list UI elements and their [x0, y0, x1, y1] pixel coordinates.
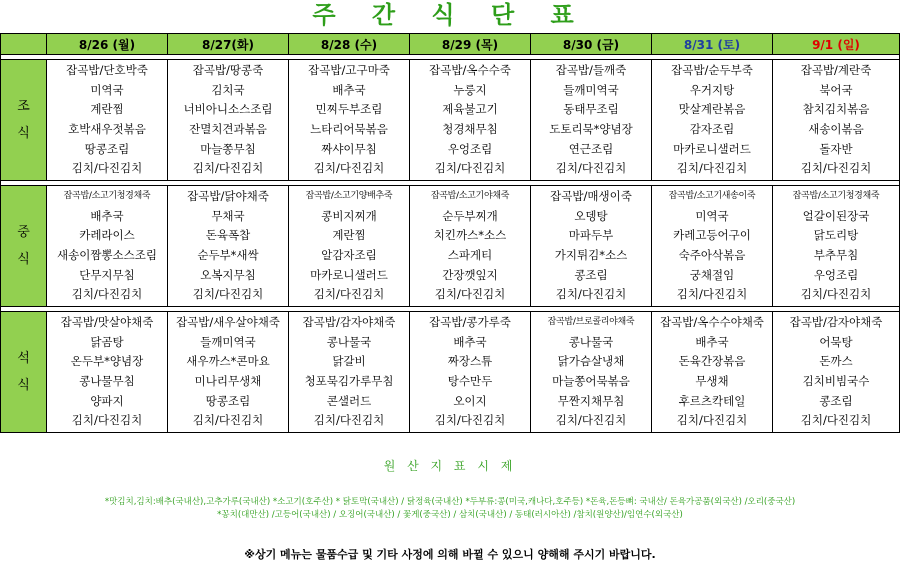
menu-item: 후르츠칵테일: [678, 393, 746, 408]
menu-item: 김치/다진김치: [192, 287, 264, 302]
meal-label-breakfast: 조 식: [1, 60, 47, 181]
menu-item: 잡곡밥/소고기야채죽: [430, 191, 510, 202]
menu-item: 잡곡밥/땅콩죽: [192, 63, 264, 78]
menu-item: 제육불고기: [442, 102, 498, 117]
menu-item: 김치/다진김치: [676, 161, 748, 176]
menu-item: 미역국: [90, 82, 124, 97]
origin-section-title: 원 산 지 표 시 제: [383, 459, 517, 473]
menu-item: 잡곡밥/맛살야채죽: [60, 315, 154, 330]
menu-item: 김치/다진김치: [71, 413, 143, 428]
menu-item: 무짠지채무침: [557, 393, 625, 408]
menu-item: 잡곡밥/브로콜리야채죽: [547, 317, 635, 328]
menu-item: 콩조림: [574, 267, 608, 282]
menu-item: 콩조림: [819, 393, 853, 408]
menu-item: 잡곡밥/소고기새송이죽: [668, 191, 756, 202]
menu-item: 잡곡밥/옥수수야채죽: [660, 315, 764, 330]
menu-item: 도토리묵*양념장: [549, 122, 633, 136]
menu-item: 계란찜: [90, 102, 124, 117]
menu-cell: [652, 60, 773, 181]
menu-item: 호박새우젓볶음: [68, 122, 146, 136]
menu-item: 콩나물국: [568, 334, 614, 349]
menu-item: 잡곡밥/순두부죽: [671, 63, 753, 78]
origin-line: *맛김치,김치:배추(국내산),고추가루(국내산) *소고기(호주산) * 닭토막(국내산) / 닭정육(국내산) *두부류:콩(미국,캐나다,호주등) *돈육,돈등뼈: 국내산/ 돈육가공품(외국산) /오리(중국산): [104, 497, 796, 507]
menu-cell: [168, 312, 289, 433]
menu-item: 잡곡밥/감자야채죽: [789, 315, 883, 330]
menu-item: 마파두부: [568, 228, 614, 243]
menu-item: 맛살계란볶음: [678, 102, 746, 117]
menu-item: 김치/다진김치: [313, 161, 385, 176]
meal-label-lunch: 중 식: [1, 186, 47, 307]
menu-item: 북어국: [819, 82, 853, 97]
menu-item: 배추국: [90, 208, 124, 223]
menu-item: 김치/다진김치: [434, 413, 506, 428]
menu-item: 마늘쫑무침: [200, 141, 256, 156]
menu-item: 단무지무침: [79, 267, 135, 282]
weekly-menu-table: [0, 33, 900, 433]
menu-item: 숙주아삭볶음: [678, 248, 746, 262]
menu-item: 청포묵김가루무침: [304, 374, 394, 388]
menu-item: 김치/다진김치: [555, 161, 627, 176]
menu-item: 김치/다진김치: [192, 161, 264, 176]
menu-item: 닭도리탕: [813, 228, 859, 243]
page-title: 주 간 식 단 표: [312, 1, 588, 29]
menu-item: 우엉조림: [447, 141, 493, 156]
menu-item: 새송이볶음: [808, 122, 864, 136]
day-header: 8/28 (수): [289, 34, 410, 55]
menu-item: 마카로니샐러드: [673, 141, 751, 156]
notice-text: ※상기 메뉴는 물품수급 및 기타 사정에 의해 바뀔 수 있으니 양해해 주시기 바랍니다.: [244, 548, 656, 561]
menu-item: 김치/다진김치: [800, 287, 872, 302]
menu-item: 김치/다진김치: [555, 287, 627, 302]
menu-item: 잡곡밥/계란죽: [800, 63, 872, 78]
menu-item: 콩나물무침: [79, 374, 135, 388]
menu-item: 땅콩조림: [84, 141, 130, 156]
menu-item: 오뎅탕: [574, 208, 608, 223]
menu-item: 순두부*새싹: [197, 248, 259, 262]
menu-item: 잡곡밥/단호박죽: [66, 63, 148, 78]
menu-item: 김치/다진김치: [434, 161, 506, 176]
menu-item: 누룽지: [453, 82, 487, 97]
menu-cell: [47, 60, 168, 181]
menu-item: 간장깻잎지: [442, 267, 498, 282]
day-header: 8/30 (금): [531, 34, 652, 55]
menu-item: 짜장스튜: [447, 354, 493, 369]
menu-item: 닭가슴살냉채: [557, 354, 625, 369]
menu-item: 잡곡밥/소고기청경채죽: [792, 191, 880, 202]
menu-item: 어묵탕: [819, 334, 853, 349]
lunch-row: [1, 186, 900, 307]
menu-item: 김치/다진김치: [555, 413, 627, 428]
menu-item: 온두부*양념장: [70, 354, 144, 369]
menu-item: 동태무조림: [563, 102, 619, 117]
menu-item: 감자조림: [689, 122, 735, 136]
menu-cell: [773, 186, 900, 307]
menu-item: 김치/다진김치: [313, 287, 385, 302]
origin-line: *꽁치(대만산) /고등어(국내산) / 오징어(국내산) / 꽃게(중국산) / 삼치(국내산) / 동태(러시아산) /참치(원양산)/임연수(외국산): [217, 510, 683, 520]
menu-cell: [47, 312, 168, 433]
menu-item: 잡곡밥/닭야채죽: [187, 189, 269, 204]
menu-item: 참치김치볶음: [802, 102, 870, 117]
menu-item: 돈육폭찹: [205, 228, 251, 243]
menu-item: 잡곡밥/고구마죽: [308, 63, 390, 78]
menu-item: 김치/다진김치: [800, 161, 872, 176]
day-header: 8/29 (목): [410, 34, 531, 55]
day-header-row: [1, 34, 900, 55]
menu-cell: [410, 186, 531, 307]
menu-cell: [168, 186, 289, 307]
menu-item: 카레라이스: [79, 228, 135, 243]
day-header-saturday: 8/31 (토): [652, 34, 773, 55]
menu-item: 가지튀김*소스: [554, 248, 628, 262]
menu-item: 미나리무생채: [194, 374, 262, 388]
menu-item: 콩비지찌개: [321, 208, 377, 223]
menu-cell: [168, 60, 289, 181]
menu-item: 잡곡밥/들깨죽: [555, 63, 627, 78]
menu-item: 김치/다진김치: [434, 287, 506, 302]
menu-item: 순두부찌개: [442, 208, 498, 223]
menu-item: 잡곡밥/소고기청경채죽: [63, 191, 151, 202]
menu-item: 마카로니샐러드: [310, 267, 388, 282]
menu-item: 궁채절임: [689, 267, 735, 282]
menu-item: 김치/다진김치: [800, 413, 872, 428]
menu-item: 잡곡밥/매생이죽: [550, 189, 632, 204]
menu-item: 느타리어묵볶음: [310, 122, 388, 136]
menu-item: 돈육간장볶음: [678, 354, 746, 369]
menu-cell: [289, 60, 410, 181]
menu-cell: [47, 186, 168, 307]
menu-item: 알감자조림: [321, 248, 377, 262]
day-header-sunday: 9/1 (일): [773, 34, 900, 55]
menu-item: 돌자반: [819, 141, 853, 156]
menu-cell: [531, 186, 652, 307]
menu-item: 닭갈비: [332, 354, 366, 369]
menu-item: 스파게티: [447, 248, 493, 262]
header-corner: [1, 34, 47, 55]
menu-item: 들깨미역국: [563, 82, 619, 97]
menu-item: 치킨까스*소스: [433, 228, 507, 243]
menu-item: 계란찜: [332, 228, 366, 243]
menu-item: 배추국: [453, 334, 487, 349]
menu-item: 콩나물국: [326, 334, 372, 349]
menu-cell: [531, 312, 652, 433]
menu-cell: [531, 60, 652, 181]
menu-item: 잡곡밥/옥수수죽: [429, 63, 511, 78]
menu-item: 배추국: [695, 334, 729, 349]
menu-item: 우엉조림: [813, 267, 859, 282]
menu-item: 민찌두부조림: [315, 102, 383, 117]
menu-item: 잡곡밥/콩가루죽: [429, 315, 511, 330]
day-header: 8/27(화): [168, 34, 289, 55]
menu-cell: [410, 60, 531, 181]
menu-item: 무생채: [695, 374, 729, 388]
menu-item: 김치/다진김치: [313, 413, 385, 428]
menu-cell: [289, 186, 410, 307]
menu-item: 잡곡밥/감자야채죽: [302, 315, 396, 330]
menu-item: 김치비빔국수: [802, 374, 870, 388]
menu-item: 잔멸치견과볶음: [189, 122, 267, 136]
menu-item: 새우까스*콘마요: [186, 354, 270, 369]
menu-item: 얼갈이된장국: [802, 208, 870, 223]
menu-item: 김치/다진김치: [192, 413, 264, 428]
menu-item: 미역국: [695, 208, 729, 223]
menu-item: 탕수만두: [447, 374, 493, 388]
menu-cell: [652, 186, 773, 307]
menu-item: 김치/다진김치: [676, 287, 748, 302]
menu-cell: [652, 312, 773, 433]
menu-item: 땅콩조림: [205, 393, 251, 408]
menu-item: 오이지: [453, 393, 487, 408]
menu-item: 마늘쫑어묵볶음: [552, 374, 630, 388]
menu-item: 무채국: [211, 208, 245, 223]
menu-item: 연근조림: [568, 141, 614, 156]
menu-item: 짜샤이무침: [321, 141, 377, 156]
menu-cell: [410, 312, 531, 433]
menu-item: 김치/다진김치: [71, 161, 143, 176]
menu-item: 잡곡밥/새우살야채죽: [176, 315, 280, 330]
menu-item: 카레고등어구이: [673, 228, 751, 243]
menu-item: 배추국: [332, 82, 366, 97]
menu-item: 양파지: [90, 393, 124, 408]
menu-item: 너비아니소스조림: [183, 102, 273, 117]
menu-item: 김치/다진김치: [71, 287, 143, 302]
menu-item: 김치/다진김치: [676, 413, 748, 428]
menu-cell: [289, 312, 410, 433]
menu-item: 오복지무침: [200, 267, 256, 282]
menu-item: 우거지탕: [689, 82, 735, 97]
dinner-row: [1, 312, 900, 433]
menu-item: 청경채무침: [442, 122, 498, 136]
menu-item: 닭곰탕: [90, 334, 124, 349]
menu-cell: [773, 60, 900, 181]
breakfast-row: [1, 60, 900, 181]
menu-item: 잡곡밥/소고기양배추죽: [305, 191, 393, 202]
day-header: 8/26 (월): [47, 34, 168, 55]
menu-item: 새송이짬뽕소스조림: [57, 248, 157, 262]
menu-cell: [773, 312, 900, 433]
menu-item: 돈까스: [819, 354, 853, 369]
menu-item: 부추무침: [813, 248, 859, 262]
menu-item: 들깨미역국: [200, 334, 256, 349]
meal-label-dinner: 석 식: [1, 312, 47, 433]
menu-item: 김치국: [211, 82, 245, 97]
menu-item: 콘샐러드: [326, 393, 372, 408]
